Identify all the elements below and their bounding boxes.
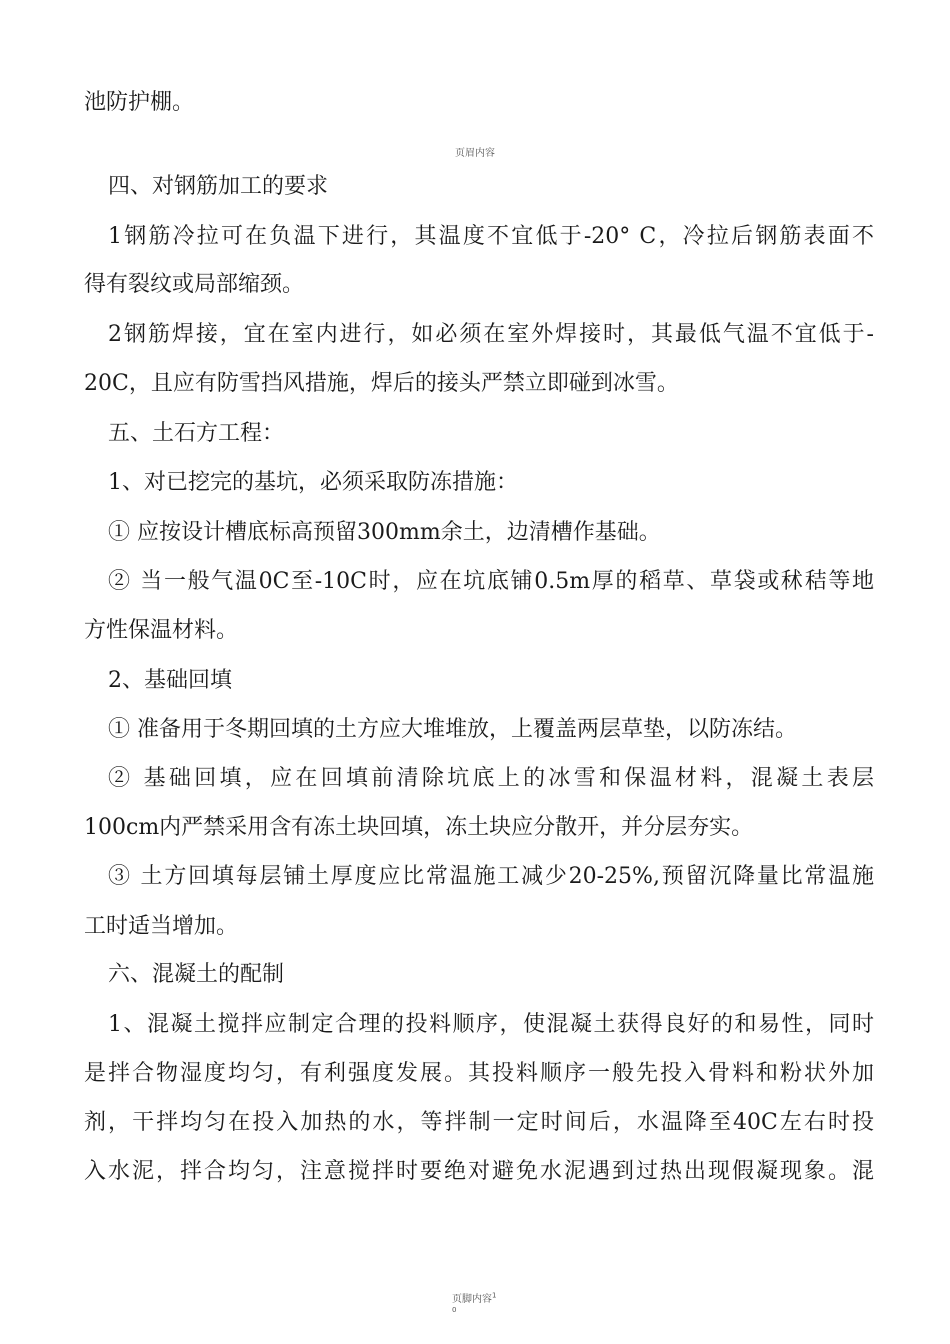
text-line: 1、对已挖完的基坑，必须采取防冻措施： (108, 470, 518, 495)
text-line: 100cm内严禁采用含有冻土块回填，冻土块应分散开，并分层夯实。 (84, 815, 754, 840)
page-number: 1 (492, 1291, 497, 1300)
page-footer (452, 1290, 496, 1305)
subsection-heading: 2、基础回填 (108, 668, 232, 693)
text-line: ① 应按设计槽底标高预留300mm余土，边清槽作基础。 (108, 520, 661, 545)
text-line: 1、混凝土搅拌应制定合理的投料顺序，使混凝土获得良好的和易性，同时 (108, 1012, 874, 1037)
text-line: 入水泥，拌合均匀，注意搅拌时要绝对避免水泥遇到过热出现假凝现象。混 (84, 1159, 874, 1184)
text-line: 池防护棚。 (84, 90, 195, 115)
text-line: 是拌合物湿度均匀，有利强度发展。其投料顺序一般先投入骨料和粉状外加 (84, 1061, 874, 1086)
section-heading: 六、混凝土的配制 (108, 962, 285, 987)
text-line: 20C，且应有防雪挡风措施，焊后的接头严禁立即碰到冰雪。 (84, 371, 679, 396)
text-line: 剂，干拌均匀在投入加热的水，等拌制一定时间后，水温降至40C左右时投 (84, 1110, 874, 1135)
text-line: ② 基础回填，应在回填前清除坑底上的冰雪和保温材料，混凝土表层 (108, 766, 874, 791)
footer-mark: 0 (452, 1306, 457, 1314)
page-header: 页眉内容 (455, 148, 495, 159)
section-heading: 五、土石方工程： (108, 421, 285, 446)
text-line: 1钢筋冷拉可在负温下进行，其温度不宜低于-20° C，冷拉后钢筋表面不 (108, 224, 874, 249)
footer-label: 页脚内容 (452, 1294, 492, 1305)
text-line: ① 准备用于冬期回填的土方应大堆堆放，上覆盖两层草垫，以防冻结。 (108, 717, 797, 742)
text-line: 工时适当增加。 (84, 914, 239, 939)
text-line: 2钢筋焊接，宜在室内进行，如必须在室外焊接时，其最低气温不宜低于- (108, 322, 874, 347)
text-line: ② 当一般气温0C至-10C时，应在坑底铺0.5m厚的稻草、草袋或秫秸等地 (108, 569, 874, 594)
text-line: 方性保温材料。 (84, 618, 239, 643)
section-heading: 四、对钢筋加工的要求 (108, 174, 329, 199)
text-line: 得有裂纹或局部缩颈。 (84, 272, 305, 297)
text-line: ③ 土方回填每层铺土厚度应比常温施工减少20-25%,预留沉降量比常温施 (108, 864, 874, 889)
